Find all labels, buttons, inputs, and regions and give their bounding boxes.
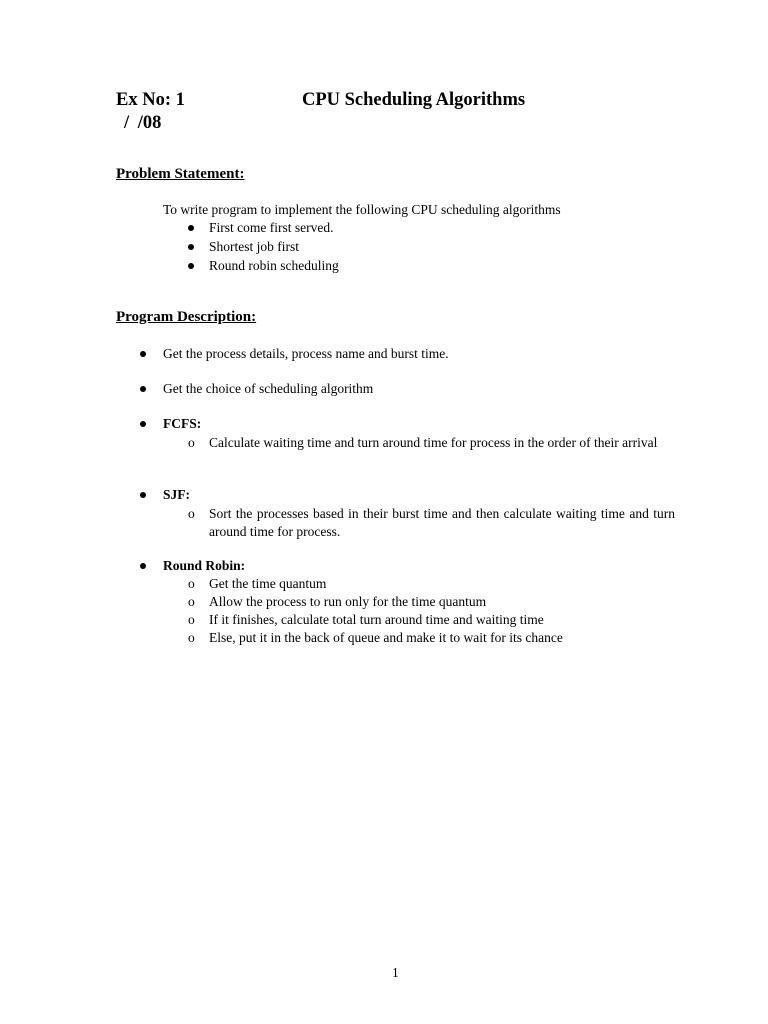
circle-bullet-icon: o (188, 506, 195, 521)
bullet-icon (140, 492, 146, 498)
problem-item: Shortest job first (209, 239, 299, 254)
page-number: 1 (392, 965, 399, 980)
bullet-icon (188, 263, 194, 269)
program-description-heading: Program Description: (116, 309, 257, 325)
bullet-icon (188, 244, 194, 250)
sjf-label: SJF: (163, 487, 190, 502)
exercise-date: / /08 (124, 113, 162, 133)
problem-item: Round robin scheduling (209, 258, 339, 273)
bullet-icon (188, 225, 194, 231)
sjf-detail: Sort the processes based in their burst time and then calculate waiting time and turn around time for process. (209, 506, 675, 539)
fcfs-label: FCFS: (163, 416, 202, 431)
circle-bullet-icon: o (188, 612, 195, 627)
circle-bullet-icon: o (188, 576, 195, 591)
round-robin-step: Get the time quantum (209, 576, 327, 591)
fcfs-detail: Calculate waiting time and turn around time for process in the order of their arrival (209, 435, 658, 450)
bullet-icon (140, 563, 146, 569)
description-step: Get the process details, process name and burst time. (163, 346, 449, 361)
page-title: CPU Scheduling Algorithms (302, 90, 526, 110)
exercise-number: Ex No: 1 (116, 90, 185, 110)
problem-intro: To write program to implement the following CPU scheduling algorithms (163, 202, 561, 217)
problem-item: First come first served. (209, 220, 334, 235)
circle-bullet-icon: o (188, 630, 195, 645)
circle-bullet-icon: o (188, 435, 195, 450)
round-robin-label: Round Robin: (163, 558, 246, 573)
round-robin-step: If it finishes, calculate total turn around time and waiting time (209, 612, 544, 627)
bullet-icon (140, 386, 146, 392)
round-robin-step: Allow the process to run only for the time quantum (209, 594, 487, 609)
round-robin-step: Else, put it in the back of queue and make it to wait for its chance (209, 630, 563, 645)
bullet-icon (140, 351, 146, 357)
circle-bullet-icon: o (188, 594, 195, 609)
bullet-icon (140, 421, 146, 427)
description-step: Get the choice of scheduling algorithm (163, 381, 374, 396)
problem-statement-heading: Problem Statement: (116, 166, 245, 182)
